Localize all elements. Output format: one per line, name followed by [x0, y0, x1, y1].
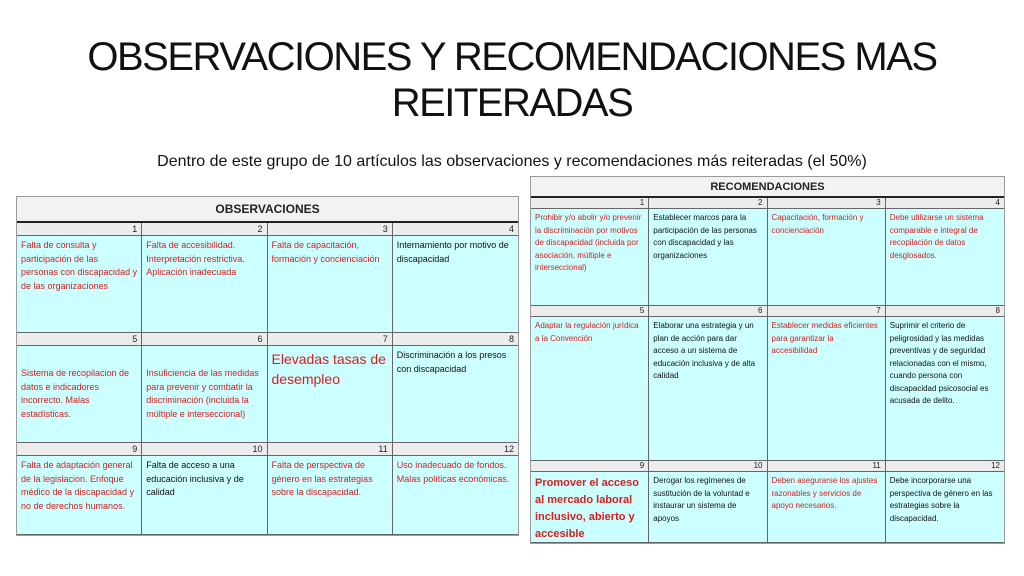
recomendacion-cell: [886, 198, 1004, 306]
observaciones-table: [16, 196, 519, 536]
recomendacion-cell: [886, 306, 1004, 461]
cell-number: 11: [768, 461, 885, 472]
cell-text: Elevadas tasas de desempleo: [268, 346, 392, 442]
cell-number: 1: [17, 223, 141, 236]
cell-number: 4: [393, 223, 518, 236]
cell-text: Discriminación a los presos con discapacidad: [393, 346, 518, 442]
observacion-cell: [393, 333, 518, 443]
cell-number: 8: [886, 306, 1004, 317]
cell-text-value: Sistema de recopilacion de datos e indicadores incorrecto. Malas estadísticas.: [21, 368, 130, 419]
cell-number: 8: [393, 333, 518, 346]
cell-number: 6: [142, 333, 266, 346]
cell-number: 2: [649, 198, 766, 209]
cell-number: 11: [268, 443, 392, 456]
observacion-cell: [17, 223, 142, 333]
observaciones-header: OBSERVACIONES: [17, 197, 518, 223]
recomendaciones-header: RECOMENDACIONES: [531, 177, 1004, 198]
cell-text-value: Insuficiencia de las medidas para prevenir y combatir la discriminación (incluida la múltiple e interseccional): [146, 368, 259, 419]
observacion-cell: [17, 443, 142, 535]
recomendacion-cell: [768, 198, 886, 306]
cell-text: Debe utilizarse un sistema comparable e integral de recopilación de datos desglosados.: [886, 209, 1004, 305]
cell-text: Uso inadecuado de fondos. Malas políticas económicas.: [393, 456, 518, 534]
recomendaciones-grid: [531, 198, 1004, 543]
cell-number: 3: [268, 223, 392, 236]
cell-number: 4: [886, 198, 1004, 209]
recomendacion-cell: [531, 198, 649, 306]
observacion-cell: [17, 333, 142, 443]
cell-number: 2: [142, 223, 266, 236]
cell-number: 7: [268, 333, 392, 346]
cell-text: Falta de acceso a una educación inclusiva y de calidad: [142, 456, 266, 534]
observacion-cell: [268, 223, 393, 333]
cell-text: Capacitación, formación y concienciación: [768, 209, 885, 305]
cell-text: Falta de perspectiva de género en las estrategias sobre la discapacidad.: [268, 456, 392, 534]
observaciones-grid: [17, 223, 518, 535]
recomendacion-cell: [531, 306, 649, 461]
cell-text: Suprimir el criterio de peligrosidad y las medidas preventivas y de seguridad relacionadas con el mismo, cuando persona con discapacidad psicosocial es acusada de delito.: [886, 317, 1004, 460]
cell-text: Internamiento por motivo de discapacidad: [393, 236, 518, 332]
cell-text: Elaborar una estrategia y un plan de acción para dar acceso a un sistema de educación inclusiva y de alta calidad: [649, 317, 766, 460]
cell-text: Deben asegurarse los ajustes razonables y servicios de apoyo necesarios.: [768, 472, 885, 542]
cell-number: 12: [886, 461, 1004, 472]
observacion-cell: [142, 333, 267, 443]
cell-number: 10: [142, 443, 266, 456]
recomendaciones-table: [530, 176, 1005, 544]
cell-text: [142, 346, 266, 442]
observacion-cell: [393, 443, 518, 535]
cell-text: Falta de adaptación general de la legislacion. Enfoque médico de la discapacidad y no de derechos humanos.: [17, 456, 141, 534]
cell-number: 12: [393, 443, 518, 456]
cell-number: 3: [768, 198, 885, 209]
cell-text: Falta de accesibilidad. Interpretación restrictiva. Aplicación inadecuada: [142, 236, 266, 332]
recomendacion-cell: [649, 461, 767, 543]
cell-number: 10: [649, 461, 766, 472]
cell-number: 7: [768, 306, 885, 317]
observacion-cell: [268, 333, 393, 443]
cell-text: Establecer marcos para la participación de las personas con discapacidad y las organizaciones: [649, 209, 766, 305]
cell-text: Falta de capacitación, formación y concienciación: [268, 236, 392, 332]
slide-subtitle: Dentro de este grupo de 10 artículos las observaciones y recomendaciones más reiteradas (el 50%): [157, 153, 867, 170]
cell-number: 5: [17, 333, 141, 346]
cell-number: 6: [649, 306, 766, 317]
cell-number: 1: [531, 198, 648, 209]
recomendacion-cell: [768, 306, 886, 461]
cell-text: Prohibir y/o abolir y/o prevenir la discriminación por motivos de discapacidad (incluida por asociación, múltiple e interseccional): [531, 209, 648, 305]
slide-title: OBSERVACIONES Y RECOMENDACIONES MAS REITERADAS: [87, 35, 937, 125]
recomendacion-cell: [768, 461, 886, 543]
observacion-cell: [268, 443, 393, 535]
cell-text: Adaptar la regulación jurídica a la Convención: [531, 317, 648, 460]
recomendacion-cell: [649, 306, 767, 461]
cell-text: Derogar los regímenes de sustitución de la voluntad e instaurar un sistema de apoyos: [649, 472, 766, 542]
cell-text: Falta de consulta y participación de las personas con discapacidad y de las organizaciones: [17, 236, 141, 332]
cell-number: 5: [531, 306, 648, 317]
recomendacion-cell: [886, 461, 1004, 543]
observacion-cell: [142, 443, 267, 535]
cell-number: 9: [17, 443, 141, 456]
cell-text: [17, 346, 141, 442]
cell-text: Establecer medidas eficientes para garantizar la accesibilidad: [768, 317, 885, 460]
observacion-cell: [142, 223, 267, 333]
cell-text: Debe incorporarse una perspectiva de género en las estrategias sobre la discapacidad.: [886, 472, 1004, 542]
observacion-cell: [393, 223, 518, 333]
recomendacion-cell: [649, 198, 767, 306]
recomendacion-cell: [531, 461, 649, 543]
cell-text: Promover el acceso al mercado laboral inclusivo, abierto y accesible: [531, 472, 648, 543]
cell-number: 9: [531, 461, 648, 472]
